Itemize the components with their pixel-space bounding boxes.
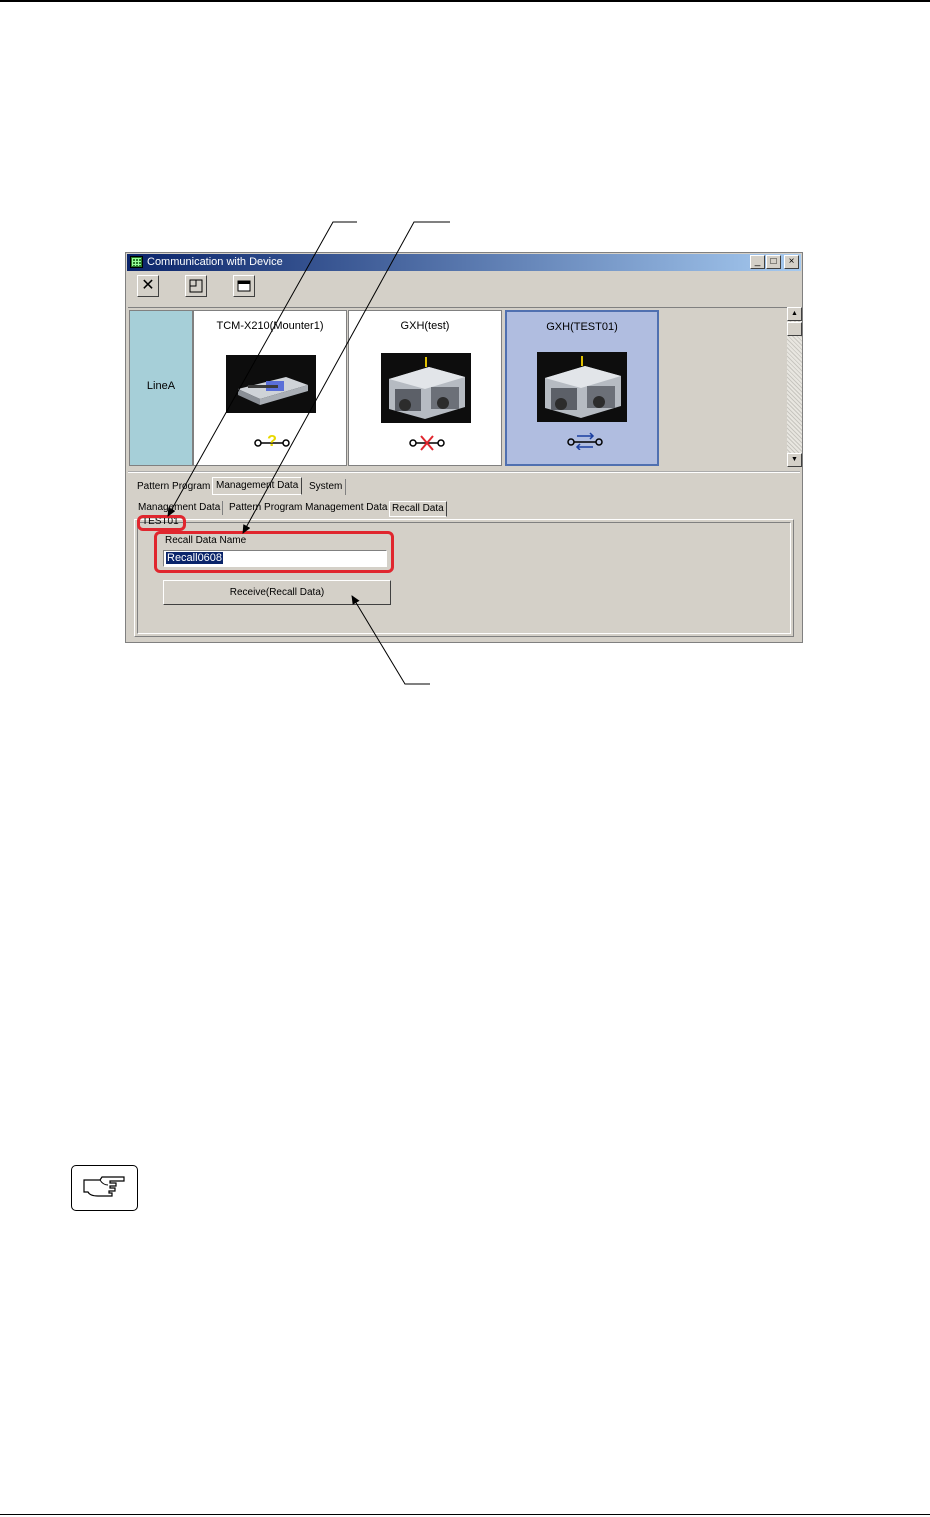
device-name: TCM-X210(Mounter1) — [216, 320, 324, 332]
maximize-icon[interactable]: □ — [766, 255, 781, 269]
page-top-rule — [0, 0, 930, 2]
recall-data-name-value: Recall0608 — [167, 552, 223, 564]
connection-error-icon — [407, 431, 447, 451]
tab-management-data[interactable]: Management Data — [212, 477, 302, 495]
machine-image — [381, 353, 471, 423]
scroll-down-arrow-icon[interactable]: ▼ — [787, 453, 802, 467]
machine-name-label: TEST01 — [142, 516, 179, 527]
tab-pattern-program[interactable]: Pattern Program — [137, 481, 211, 492]
device-list — [128, 307, 788, 468]
connection-active-icon — [565, 430, 605, 450]
tab-system[interactable]: System — [306, 479, 346, 495]
note-box — [71, 1165, 138, 1211]
device-card-gxh-test[interactable] — [348, 310, 502, 466]
line-cell[interactable]: LineA — [129, 310, 193, 466]
minimize-icon[interactable]: _ — [750, 255, 765, 269]
device-card-gxh-test01[interactable] — [505, 310, 659, 466]
window-titlebar[interactable] — [127, 254, 801, 271]
grid-app-icon — [130, 256, 143, 268]
receive-recall-data-button[interactable]: Receive(Recall Data) — [163, 580, 391, 605]
machine-image — [226, 355, 316, 413]
window-title: Communication with Device — [147, 256, 283, 268]
panel-icon[interactable] — [233, 275, 255, 297]
device-name: GXH(TEST01) — [546, 321, 618, 333]
recall-field-highlight — [154, 531, 394, 573]
device-list-scrollbar[interactable] — [787, 307, 802, 467]
machine-image — [537, 352, 627, 422]
device-card-mounter1[interactable] — [193, 310, 347, 466]
communication-window — [125, 252, 803, 643]
subtab-recall-data[interactable]: Recall Data — [389, 501, 447, 517]
subtab-management-data[interactable]: Management Data — [136, 501, 223, 515]
svg-text:?: ? — [267, 433, 277, 450]
scroll-thumb[interactable] — [787, 322, 802, 336]
toolbar — [127, 272, 801, 302]
scroll-up-arrow-icon[interactable]: ▲ — [787, 307, 802, 321]
pointing-hand-icon — [72, 1166, 137, 1210]
connection-unknown-icon — [252, 431, 292, 451]
device-name: GXH(test) — [400, 320, 450, 332]
page-bottom-rule — [0, 1514, 930, 1515]
close-icon[interactable]: × — [784, 255, 799, 269]
recall-data-name-label: Recall Data Name — [165, 535, 247, 546]
close-x-icon[interactable]: ✕ — [137, 275, 159, 297]
subtab-pattern-program-management-data[interactable]: Pattern Program Management Data — [227, 501, 390, 515]
machine-name-highlight — [137, 515, 186, 531]
window-restore-icon[interactable] — [185, 275, 207, 297]
